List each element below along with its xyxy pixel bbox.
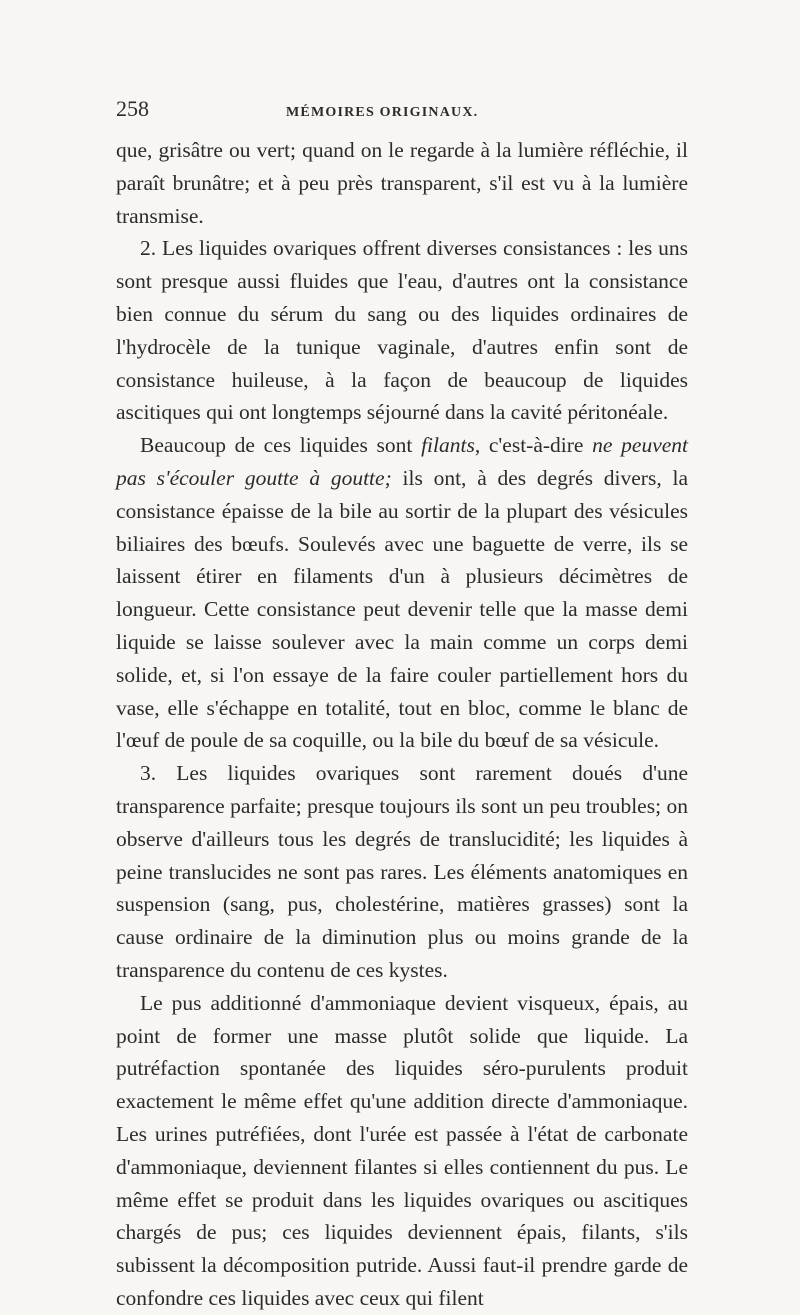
paragraph-text: que, grisâtre ou vert; quand on le regarde à la lumière réfléchie, il paraît brunâtre; et à peu près transparent, s'il est vu à la lumière transmise. <box>116 138 688 228</box>
page-header <box>116 96 688 130</box>
paragraph-4-transparence <box>116 757 688 987</box>
paragraph-2-consistances <box>116 232 688 429</box>
paragraph-text: Beaucoup de ces liquides sont <box>140 433 422 458</box>
paragraph-5-pus <box>116 987 688 1315</box>
page-number: 258 <box>116 96 149 121</box>
paragraph-text: 2. Les liquides ovariques offrent diverses consistances : les uns sont presque aussi fluides que l'eau, d'autres ont la consistance bien connue du sérum du sang ou des liquides ordinaires de l'hydrocèle de la tunique vaginale, d'autres enfin sont de consistance huileuse, à la façon de beaucoup de liquides ascitiques qui ont longtemps séjourné dans la cavité péritonéale. <box>116 236 688 425</box>
paragraph-3-filants <box>116 429 688 757</box>
paragraph-text: , c'est-à-dire <box>474 433 593 458</box>
body-text <box>116 134 688 1315</box>
paragraph-text: 3. Les liquides ovariques sont rarement doués d'une transparence parfaite; presque toujours ils sont un peu troubles; on observe d'ailleurs tous les degrés de translucidité; les liquides à peine translucides ne sont pas rares. Les éléments anatomiques en suspension (sang, pus, cholestérine, matières grasses) sont la cause ordinaire de la diminution plus ou moins grande de la transparence du contenu de ces kystes. <box>116 761 688 982</box>
italic-term-filants: filants <box>421 433 475 458</box>
paragraph-text: Le pus additionné d'ammoniaque devient visqueux, épais, au point de former une masse plutôt solide que liquide. La putréfaction spontanée des liquides séro-purulents produit exactement le même effet qu'une addition directe d'ammoniaque. Les urines putréfiées, dont l'urée est passée à l'état de carbonate d'ammoniaque, deviennent filantes si elles contiennent du pus. Le même effet se produit dans les liquides ovariques ou ascitiques chargés de pus; ces liquides deviennent épais, filants, s'ils subissent la décomposition putride. Aussi faut-il prendre garde de confondre ces liquides avec ceux qui filent <box>116 990 688 1310</box>
paragraph-text: ils ont, à des degrés divers, la consistance épaisse de la bile au sortir de la plupart des vésicules biliaires des bœufs. Soulevés avec une baguette de verre, ils se laissent étirer en filaments d'un à plusieurs décimètres de longueur. Cette consistance peut devenir telle que la masse demi liquide se laisse soulever avec la main comme un corps demi solide, et, si l'on essaye de la faire couler partiellement hors du vase, elle s'échappe en totalité, tout en bloc, comme le blanc de l'œuf de poule de sa coquille, ou la bile du bœuf de sa vésicule. <box>116 465 688 753</box>
running-title: MÉMOIRES ORIGINAUX. <box>286 105 479 120</box>
italic-phrase-goutte: ne peuvent pas s'écouler goutte à goutte; <box>116 433 688 490</box>
paragraph-1-continuation <box>116 134 688 232</box>
